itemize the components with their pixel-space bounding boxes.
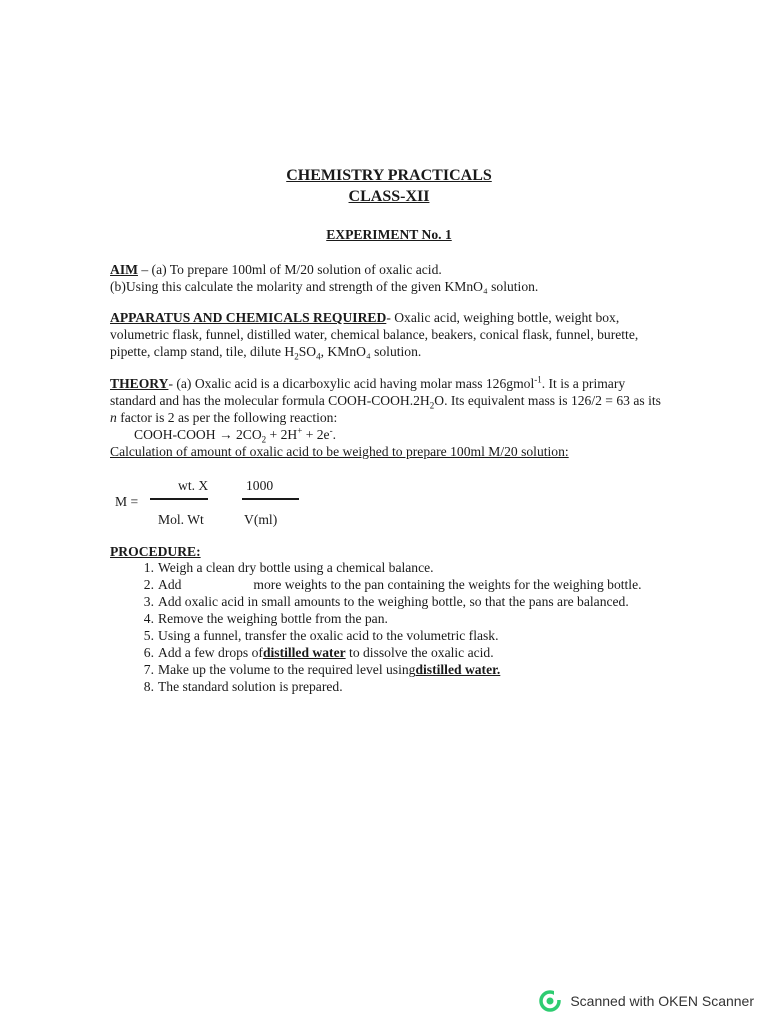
procedure-step-4 (110, 610, 670, 627)
apparatus-text-c: , KMnO₄ solution. (320, 344, 422, 359)
procedure-step-7 (110, 661, 670, 678)
step-number: 8. (143, 679, 154, 694)
apparatus-sub-4: 4 (316, 351, 321, 362)
reaction-part-b: + 2H (266, 427, 298, 442)
theory-text-d: factor is 2 as per the following reaction: (116, 410, 338, 425)
experiment-heading: EXPERIMENT No. 1 (326, 227, 452, 242)
theory-text-a: - (a) Oxalic acid is a dicarboxylic acid having molar mass 126gmol (168, 376, 535, 391)
aim-section (110, 261, 670, 295)
reaction-part-c: + 2e (302, 427, 330, 442)
step-text: Remove the weighing bottle from the pan. (158, 611, 388, 626)
step-number: 1. (143, 560, 154, 575)
theory-sup: -1 (534, 374, 542, 385)
formula-denominator-1: Mol. Wt (158, 512, 204, 527)
scanner-logo-icon (539, 990, 561, 1012)
formula-numerator-1: wt. X (178, 478, 209, 493)
theory-text-c: O. Its equivalent mass is 126/2 = 63 as its (434, 393, 661, 408)
step-text: The standard solution is prepared. (158, 679, 343, 694)
reaction-sup-plus: + (297, 425, 303, 436)
step-text-emphasis: distilled water (262, 645, 346, 660)
aim-label: AIM (110, 262, 138, 277)
apparatus-label: APPARATUS AND CHEMICALS REQUIRED (110, 310, 387, 325)
theory-sub-2: 2 (429, 400, 435, 411)
reaction-part-a: COOH-COOH → 2CO (134, 427, 262, 442)
step-number: 2. (143, 577, 154, 592)
procedure-step-1 (110, 559, 670, 576)
reaction-sub-2: 2 (261, 434, 267, 445)
theory-n-factor: n (110, 410, 117, 425)
theory-label: THEORY (110, 376, 169, 391)
step-text-a: Add (158, 577, 182, 592)
step-text-c: to dissolve the oxalic acid. (345, 645, 494, 660)
aim-line-2: (b)Using this calculate the molarity and strength of the given KMnO₄ solution. (110, 279, 539, 294)
formula-numerator-2: 1000 (246, 478, 274, 493)
step-number: 6. (143, 645, 154, 660)
procedure-list (110, 559, 670, 695)
watermark-text: Scanned with OKEN Scanner (570, 992, 754, 1009)
aim-line-1 (110, 261, 670, 278)
reaction-equation (110, 426, 670, 443)
procedure-step-5 (110, 627, 670, 644)
class-heading: CLASS-XII (348, 188, 430, 205)
step-number: 3. (143, 594, 154, 609)
procedure-step-8 (110, 678, 670, 695)
reaction-part-d: . (332, 427, 336, 442)
step-text: Add oxalic acid in small amounts to the weighing bottle, so that the pans are balanced. (158, 594, 629, 609)
calculation-line: Calculation of amount of oxalic acid to be weighed to prepare 100ml M/20 solution: (110, 444, 569, 459)
step-number: 4. (143, 611, 154, 626)
step-number: 5. (143, 628, 154, 643)
formula-denominator-2: V(ml) (244, 512, 278, 527)
procedure-heading: PROCEDURE: (110, 544, 201, 559)
step-text-a: Add a few drops of (158, 645, 263, 660)
step-text-emphasis: distilled water. (415, 662, 501, 677)
theory-text-b: . It is a primary standard and has the molecular formula COOH-COOH.2H (110, 376, 626, 408)
step-number: 7. (143, 662, 154, 677)
fraction-bar-2 (242, 498, 299, 500)
formula-lhs: M = (115, 494, 139, 509)
procedure-step-3 (110, 593, 670, 610)
apparatus-text-b: SO (298, 344, 317, 359)
step-text: Using a funnel, transfer the oxalic acid to the volumetric flask. (158, 628, 499, 643)
step-text: Weigh a clean dry bottle using a chemical balance. (158, 560, 434, 575)
step-text-a: Make up the volume to the required level using (158, 662, 416, 677)
document-title: CHEMISTRY PRACTICALS (286, 167, 492, 184)
apparatus-text-a: - Oxalic acid, weighing bottle, weight box, volumetric flask, funnel, distilled water, chemical balance, beakers, conical flask, funnel, burette, pipette, clamp stand, tile, dilute H (110, 310, 639, 359)
reaction-sup-minus: - (329, 425, 333, 436)
aim-text: – (a) To prepare 100ml of M/20 solution of oxalic acid. (137, 262, 442, 277)
scanner-watermark (539, 990, 754, 1012)
apparatus-section (110, 309, 670, 360)
procedure-step-6 (110, 644, 670, 661)
procedure-step-2 (110, 576, 670, 593)
theory-section (110, 375, 670, 460)
apparatus-sub-2: 2 (294, 351, 299, 362)
step-text-b: more weights to the pan containing the weights for the weighing bottle. (253, 577, 642, 592)
fraction-bar-1 (150, 498, 208, 500)
